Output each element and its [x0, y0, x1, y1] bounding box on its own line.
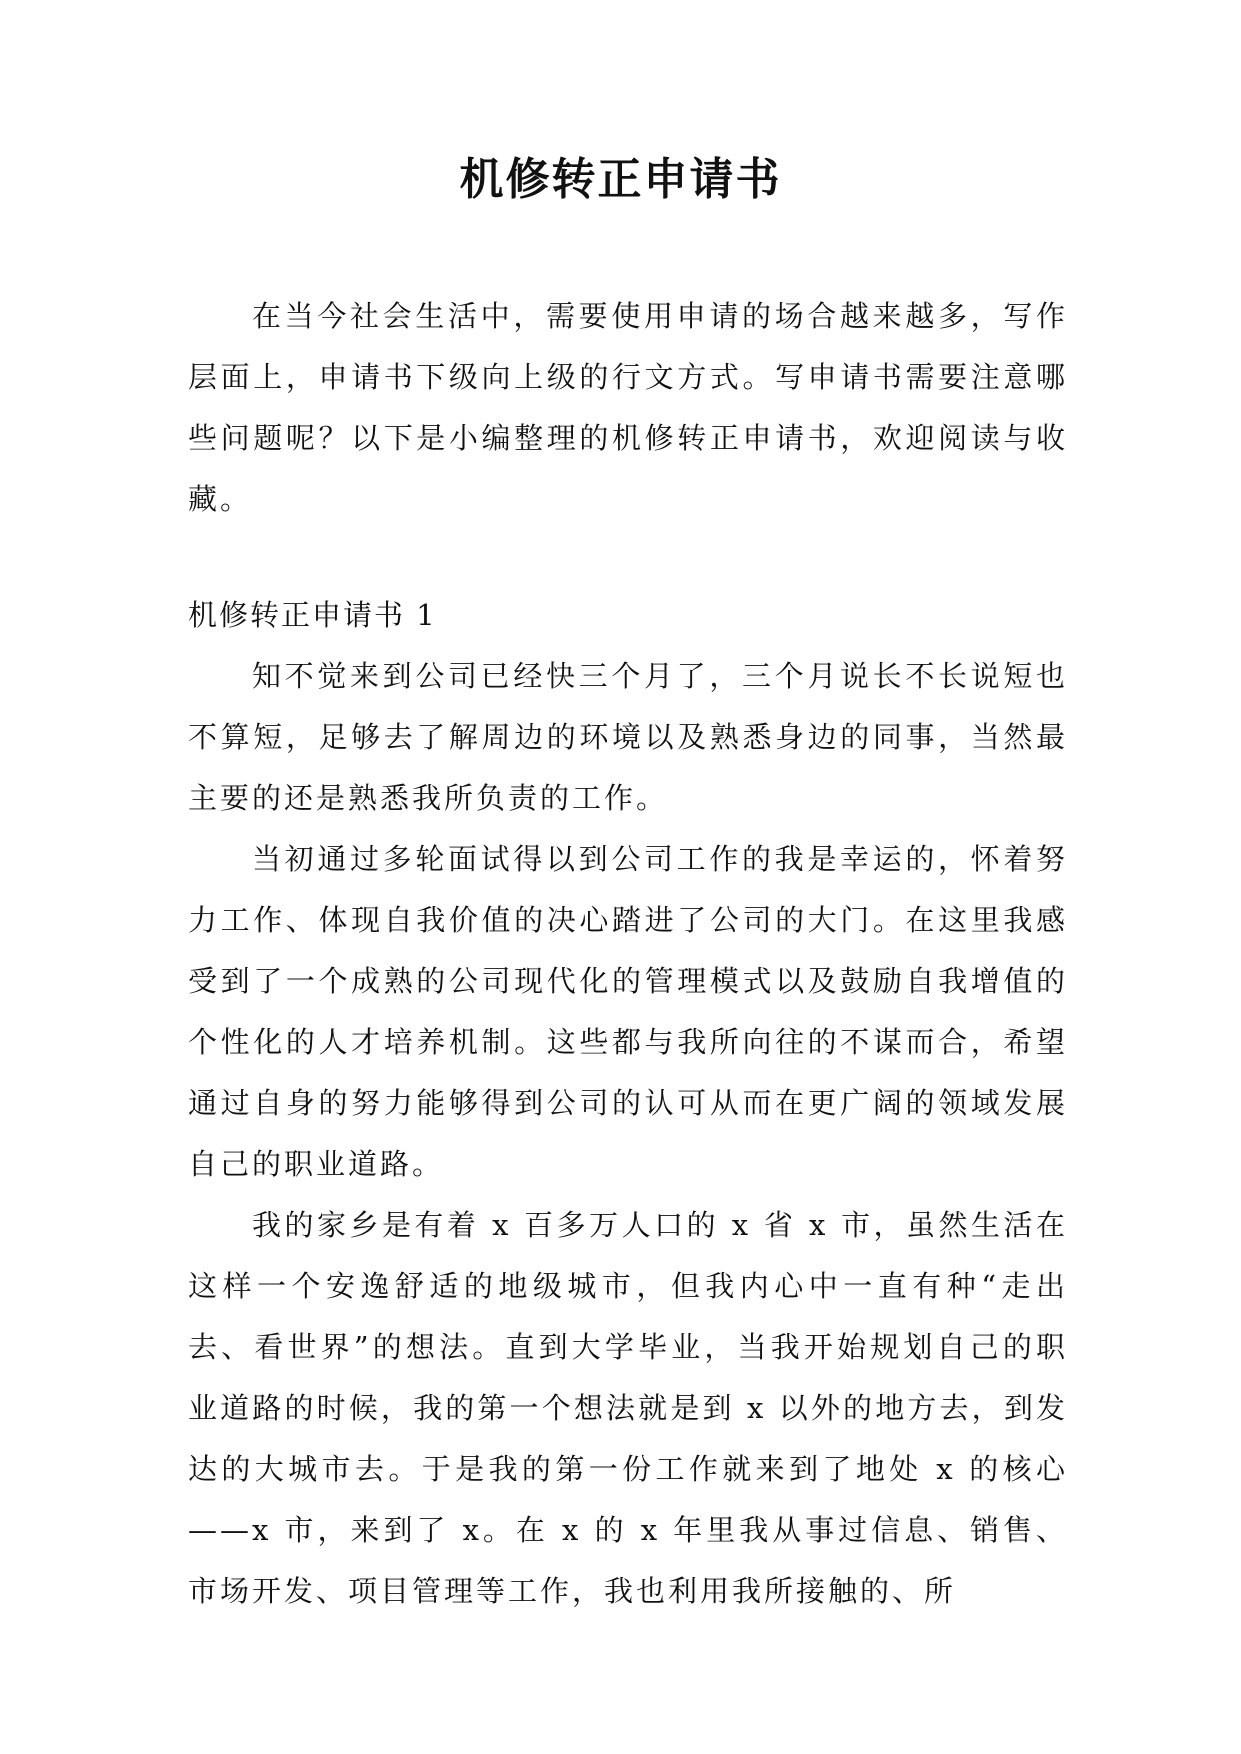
- body-paragraph-3: 我的家乡是有着 x 百多万人口的 x 省 x 市，虽然生活在这样一个安逸舒适的地级城市，但我内心中一直有种“走出去、看世界”的想法。直到大学毕业，当我开始规划自己的职业道路的时候，我的第一个想法就是到 x 以外的地方去，到发达的大城市去。于是我的第一份工作就来到了地处 x 的核心——x 市，来到了 x。在 x 的 x 年里我从事过信息、销售、市场开发、项目管理等工作，我也利用我所接触的、所: [188, 1208, 1068, 1608]
- intro-paragraph: 在当今社会生活中，需要使用申请的场合越来越多，写作层面上，申请书下级向上级的行文方式。写申请书需要注意哪些问题呢？以下是小编整理的机修转正申请书，欢迎阅读与收藏。: [188, 299, 1068, 516]
- body-paragraph-1: 知不觉来到公司已经快三个月了，三个月说长不长说短也不算短，足够去了解周边的环境以及熟悉身边的同事，当然最主要的还是熟悉我所负责的工作。: [188, 659, 1068, 815]
- document-title: 机修转正申请书: [459, 154, 782, 205]
- body-paragraph-2: 当初通过多轮面试得以到公司工作的我是幸运的，怀着努力工作、体现自我价值的决心踏进了公司的大门。在这里我感受到了一个成熟的公司现代化的管理模式以及鼓励自我增值的个性化的人才培养机制。这些都与我所向往的不谋而合，希望通过自身的努力能够得到公司的认可从而在更广阔的领域发展自己的职业道路。: [188, 842, 1068, 1181]
- section-heading: 机修转正申请书 1: [188, 598, 437, 632]
- document-body: [188, 286, 1068, 1622]
